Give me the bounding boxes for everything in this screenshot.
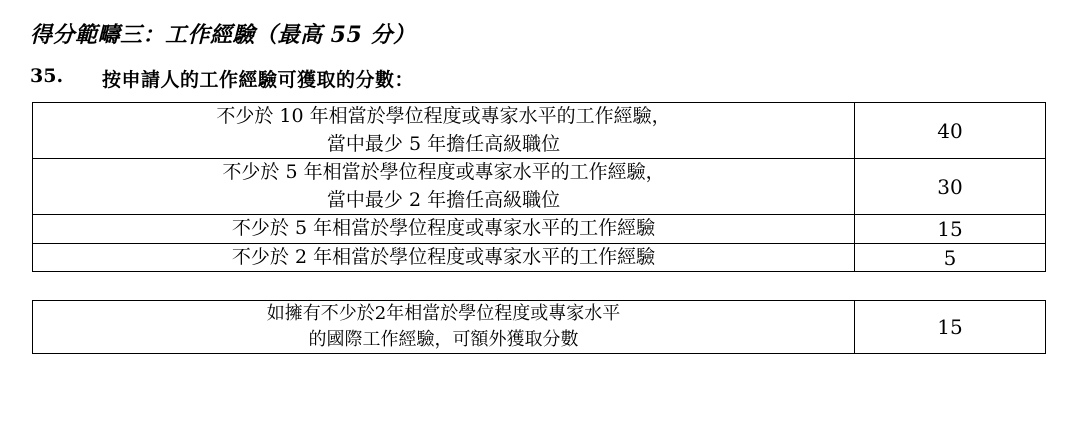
criteria-line: 當中最少 5 年擔任高級職位	[326, 132, 561, 155]
criteria-line: 不少於 2 年相當於學位程度或專家水平的工作經驗	[231, 245, 656, 268]
criteria-cell	[33, 301, 855, 354]
table-row	[33, 301, 1046, 354]
table-row	[33, 215, 1046, 244]
criteria-cell	[33, 159, 855, 215]
score-cell: 15	[855, 301, 1046, 354]
clause-text: 按申請人的工作經驗可獲取的分數：	[102, 69, 415, 91]
work-experience-score-table	[32, 102, 1046, 272]
criteria-cell	[33, 103, 855, 159]
criteria-cell	[33, 215, 855, 244]
score-cell: 5	[855, 243, 1046, 272]
criteria-line: 的國際工作經驗，可額外獲取分數	[308, 329, 579, 351]
criteria-line: 不少於 5 年相當於學位程度或專家水平的工作經驗，	[222, 161, 665, 184]
table-row	[33, 103, 1046, 159]
clause-number: 35.	[30, 65, 64, 87]
table-row	[33, 159, 1046, 215]
clause-row	[0, 49, 1080, 102]
criteria-line: 不少於 10 年相當於學位程度或專家水平的工作經驗，	[216, 105, 671, 127]
table-spacer	[0, 272, 1080, 300]
international-experience-bonus-table	[32, 300, 1046, 354]
criteria-line: 不少於 5 年相當於學位程度或專家水平的工作經驗	[231, 217, 656, 240]
section-heading: 得分範疇三：工作經驗（最高 55 分）	[30, 22, 416, 48]
criteria-line: 如擁有不少於2年相當於學位程度或專家水平	[266, 303, 621, 325]
criteria-cell	[33, 243, 855, 272]
criteria-line: 當中最少 2 年擔任高級職位	[326, 188, 561, 211]
table-row	[33, 243, 1046, 272]
score-cell: 40	[855, 103, 1046, 159]
score-cell: 30	[855, 159, 1046, 215]
score-cell: 15	[855, 215, 1046, 244]
